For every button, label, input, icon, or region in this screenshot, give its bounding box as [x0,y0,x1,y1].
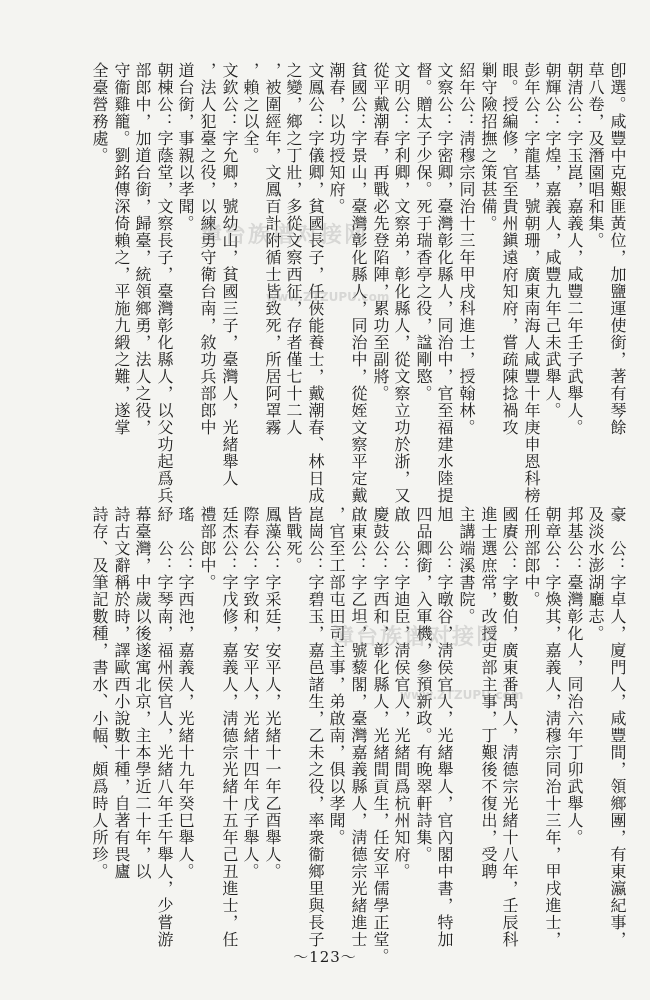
text-column: ，法人犯臺之役，以練勇守衛台南，敘功兵部郎中 [198,62,217,436]
text-column: 朝清公：字玉崑，嘉義人，咸豐二年壬子武舉人。 [565,62,584,436]
text-column: 啟東公：字乙坦，號藜閣，臺灣嘉義縣人，淸德宗光緒進士 [349,506,368,948]
text-column: 進士選庶常，改授吏部主事，丁艱後不復出，受聘 [479,506,498,880]
text-column: 國賡公：字數伯，廣東番禺人，淸德宗光緒十八年，壬辰科 [500,506,519,948]
watermark-top-url: www.ZTZUPU.com [266,290,390,304]
text-column: 卽選。咸豐中克艱匪黃位，加鹽運使銜，著有琴餘 [608,62,627,436]
text-column: 道台銜，事親以孝聞。 [176,62,195,232]
text-column: 守衞雞籠。劉銘傳深倚賴之，平施九緞之難，遂掌 [112,62,131,436]
text-column: 文鳳公：字儀卿，貧國長子，任俠能養士，戴潮春、林日成 [306,62,325,504]
text-column: 貧國公：字景山，臺灣彰化縣人，同治中，從姪文察平定戴 [349,62,368,504]
text-column: 朝輝公：字煌，嘉義人，咸豐九年己未武舉人。 [543,62,562,419]
watermark-bottom: 漳台族谱对接网 [332,625,501,650]
text-column: 及淡水澎湖廳志。 [586,506,605,642]
text-column: 紹年公：淸穆宗同治十三年甲戌科進士，授翰林。 [457,62,476,436]
text-column: 四品卿銜，入軍機，參預新政。有晚翠軒詩集。 [414,506,433,863]
text-column: 草八卷，及潛園唱和集。 [586,62,605,249]
text-column: 之變，鄉之丁壯，多從文察西征，存者僅七十二人 [284,62,303,436]
watermark-top: 漳台族谱对接网 [200,223,369,248]
text-column: 文察公：字密卿，臺灣彰化縣人，同治中，官至福建水陸提 [435,62,454,504]
text-column: 旭 公：字暾谷，淸侯官人，光緒舉人，官內閣中書，特加 [435,506,454,948]
text-column: 朝棟公：字蔭堂，文察長子，臺灣彰化縣人，以父功起爲兵 [155,62,174,504]
text-column: 任刑部郎中。 [522,506,541,608]
text-column: 紓 公：字琴南，福州侯官人，光緒八年壬午舉人，少嘗游 [155,506,174,948]
text-column: 彭年公：字龍基，號朝珊，廣東南海人咸豐十年庚申恩科榜 [522,62,541,504]
text-column: 從平戴潮春，再戰必先登陷陣，累功至副將。 [371,62,390,402]
text-column: 文明公：字利卿，文察弟，彰化縣人，從文察立功於浙，又 [392,62,411,504]
text-column: 朝章公：字煥其，嘉義人，淸穆宗同治十三年，甲戌進士， [543,506,562,948]
text-column: ，賴之以全。 [241,62,260,164]
text-column: 幕臺灣，中歲以後遂寓北京，主本學近二十年，以 [133,506,152,880]
text-column: 詩存、及筆記數種，書水、小幅、頗爲時人所珍。 [90,506,109,880]
text-column: 皆戰死。 [284,506,303,574]
text-column: 瑤 公：字西池，嘉義人，光緒十九年癸巳舉人。 [176,506,195,880]
watermark-bottom-url: www.ZTZUPU.com [400,688,524,702]
text-column: 文欽公：字允卿，號幼山，貧國三子，臺灣人，光緒舉人 [220,62,239,487]
text-column: 全臺營務處。 [90,62,109,164]
text-column: 督。贈太子少保。死于瑞香亭之役，諡剛愍。 [414,62,433,402]
text-column: 豪 公：字卓人，廈門人，咸豐間，領鄉團，有東瀛紀事， [608,506,627,948]
text-column: 啟 公：字迪臣，淸侯官人，光緒間爲杭州知府。 [392,506,411,880]
text-column: 主講端溪書院。 [457,506,476,625]
text-column: 眼。授編修，官至貴州鎭遠府知府，嘗疏陳捻禍攻 [500,62,519,436]
text-column: 慶鼓公：字西和，彰化縣人，光緒間貢生，任安平儒學正堂。 [371,506,390,965]
text-column: 詩古文辭稱於時，譯歐西小說數十種，自著有畏廬 [112,506,131,880]
text-column: 際春公：字致和，安平人，光緒十四年戊子舉人。 [241,506,260,880]
text-column: 崑崗公：字碧玉，嘉邑諸生，乙未之役，率衆衞鄉里與長子 [306,506,325,948]
text-column: 部郎中，加道台銜，歸臺，統領鄉勇，法人之役， [133,62,152,436]
text-column: 廷杰公：字戊修，嘉義人，淸德宗光緒十五年己丑進士，任 [220,506,239,948]
text-column: ，官至工部屯田司主事，弟啟南，俱以孝聞。 [327,506,346,846]
page-number: ～123～ [293,948,357,966]
text-column: 潮春，以功授知府。 [327,62,346,215]
text-column: 剿守險招撫之策甚備。 [479,62,498,232]
text-column: 邦基公：臺灣彰化人，同治六年丁卯武舉人。 [565,506,584,846]
text-column: 鳳藻公：字采廷，安平人，光緒十一年乙酉舉人。 [263,506,282,880]
text-column: 禮部郎中。 [198,506,217,591]
text-column: ，被圍經年，文鳳百計附循士皆致死，所居阿罩霧 [263,62,282,436]
